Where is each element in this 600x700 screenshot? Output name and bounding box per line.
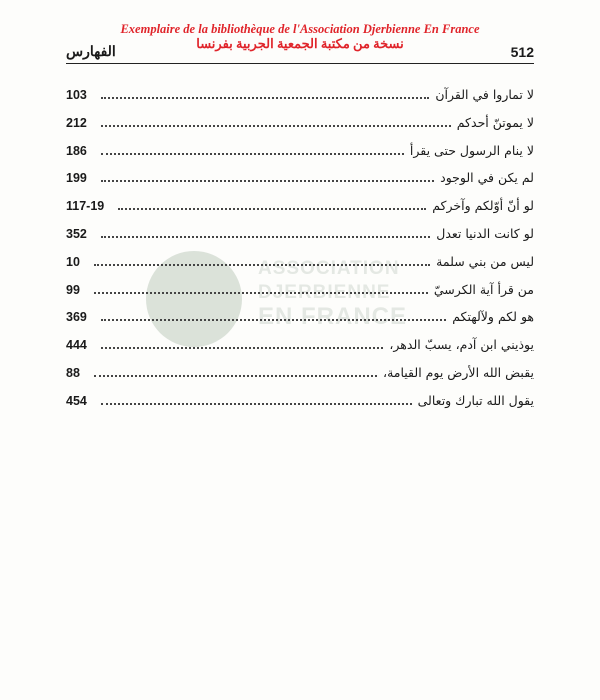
header-rule xyxy=(66,63,534,64)
entry-leader-dots xyxy=(101,319,446,321)
entry-leader-dots xyxy=(101,153,404,155)
entry-leader-dots xyxy=(101,347,383,349)
entry-page-number: 444 xyxy=(66,338,87,353)
entry-text: هو لكم ولآلهتكم xyxy=(452,309,534,325)
entry-page-number: 454 xyxy=(66,393,87,408)
index-entry xyxy=(66,338,534,366)
entry-page-number: 10 xyxy=(66,254,80,269)
section-title: الفهارس xyxy=(66,45,116,60)
index-entry xyxy=(66,227,534,255)
entry-leader-dots xyxy=(101,180,434,182)
index-entry xyxy=(66,88,534,116)
entry-text: من قرأ آية الكرسيّ xyxy=(433,281,534,297)
watermark-line-2: DJERBIENNE xyxy=(258,282,391,303)
entry-text: لو كانت الدنيا تعدل xyxy=(436,225,534,241)
index-entry xyxy=(66,171,534,199)
index-list xyxy=(66,88,534,422)
entry-text: لم يكن في الوجود xyxy=(440,170,534,186)
page-number: 512 xyxy=(510,44,534,60)
index-entry xyxy=(66,366,534,394)
entry-page-number: 99 xyxy=(66,282,80,297)
entry-page-number: 212 xyxy=(66,115,87,130)
index-entry xyxy=(66,199,534,227)
watermark-line-1: ASSOCIATION xyxy=(258,258,400,279)
page-header xyxy=(66,40,534,62)
entry-leader-dots xyxy=(118,208,426,210)
index-entry xyxy=(66,255,534,283)
entry-page-number: 117-19 xyxy=(66,199,105,214)
entry-leader-dots xyxy=(94,292,428,294)
entry-text: لا ينام الرسول حتى يقرأ xyxy=(409,142,534,158)
index-entry xyxy=(66,144,534,172)
entry-leader-dots xyxy=(101,125,451,127)
entry-text: يوذيني ابن آدم، يسبّ الدهر، xyxy=(389,337,534,353)
entry-page-number: 88 xyxy=(66,365,80,380)
entry-page-number: 186 xyxy=(66,143,87,158)
index-entry xyxy=(66,394,534,422)
watermark-line-3: EN FRANCE xyxy=(258,303,408,330)
entry-text: لو أنّ أوّلكم وآخركم xyxy=(432,198,534,214)
entry-leader-dots xyxy=(101,97,429,99)
entry-text: لا يموتنّ أحدكم xyxy=(456,114,534,130)
entry-leader-dots xyxy=(94,264,430,266)
entry-text: يقول الله تبارك وتعالى xyxy=(417,392,534,408)
entry-leader-dots xyxy=(94,375,377,377)
entry-text: لا تماروا في القرآن xyxy=(435,87,534,102)
entry-page-number: 352 xyxy=(66,226,87,241)
index-entry xyxy=(66,310,534,338)
entry-page-number: 199 xyxy=(66,171,87,186)
index-entry xyxy=(66,116,534,144)
index-entry xyxy=(66,283,534,311)
stamp-arabic-line: نسخة من مكتبة الجمعية الجربية بفرنسا xyxy=(196,36,404,51)
entry-leader-dots xyxy=(101,403,412,405)
stamp-french-line: Exemplaire de la bibliothèque de l'Association Djerbienne En France xyxy=(120,22,480,36)
entry-leader-dots xyxy=(101,236,430,238)
entry-page-number: 103 xyxy=(66,88,87,102)
entry-text: يقبض الله الأرض يوم القيامة، xyxy=(383,364,534,380)
entry-text: ليس من بني سلمة xyxy=(436,253,534,269)
entry-page-number: 369 xyxy=(66,310,87,325)
